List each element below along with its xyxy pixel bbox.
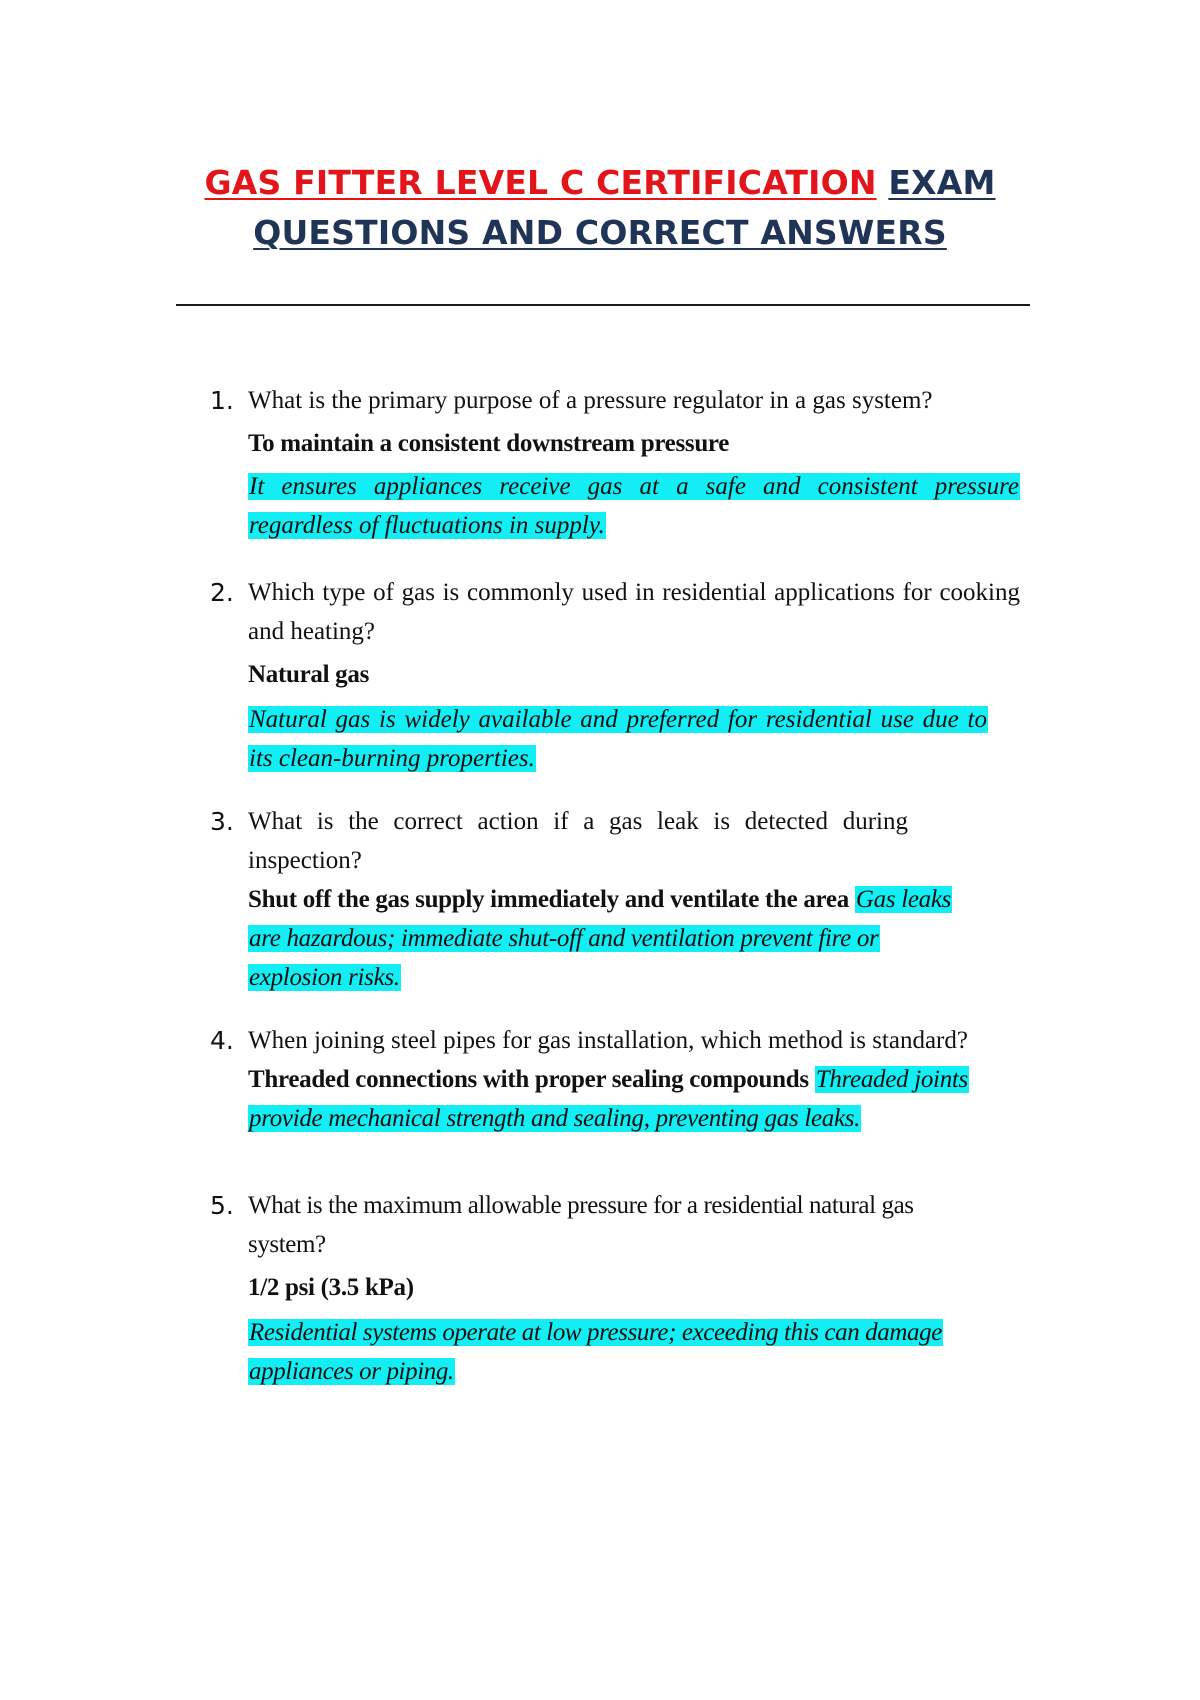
question-text: When joining steel pipes for gas installation, which method is standard? (248, 1027, 968, 1054)
answer-with-explanation (248, 1060, 968, 1138)
question-item-4 (210, 1021, 1020, 1138)
explanation-highlight: Threaded joints provide mechanical strength and sealing, preventing gas leaks. (249, 1066, 968, 1132)
title-line-2 (150, 208, 1050, 258)
answer-text: Natural gas (248, 661, 370, 688)
explanation-wrapper (248, 700, 988, 778)
question-text: What is the correct action if a gas leak is detected during inspection? (248, 808, 908, 874)
question-text: Which type of gas is commonly used in residential applications for cooking and heating? (248, 579, 1020, 645)
question-text: What is the maximum allowable pressure for a residential natural gas system? (248, 1192, 914, 1258)
question-item-5 (210, 1186, 1020, 1391)
question-number: 3. (210, 807, 234, 836)
question-item-1 (210, 381, 1020, 545)
question-number: 4. (210, 1026, 234, 1055)
explanation-highlight: Residential systems operate at low pressure; exceeding this can damage appliances or piping. (249, 1319, 942, 1385)
explanation-wrapper (248, 467, 1020, 545)
horizontal-divider (176, 304, 1030, 306)
document-title (150, 158, 1050, 258)
title-red-part: GAS FITTER LEVEL C CERTIFICATION (204, 163, 877, 202)
answer-text: 1/2 psi (3.5 kPa) (248, 1274, 414, 1301)
explanation-highlight: Natural gas is widely available and preferred for residential use due to its clean-burning properties. (249, 706, 987, 772)
question-list (210, 381, 1020, 1391)
title-navy-part-1: EXAM (888, 163, 996, 202)
question-item-3 (210, 802, 1020, 997)
explanation-highlight: Gas leaks are hazardous; immediate shut-off and ventilation prevent fire or explosion risks. (249, 886, 952, 991)
question-number: 2. (210, 578, 234, 607)
explanation-highlight: It ensures appliances receive gas at a safe and consistent pressure regardless of fluctuations in supply. (249, 473, 1019, 539)
answer-text: Threaded connections with proper sealing compounds (248, 1066, 809, 1093)
title-line-1 (150, 158, 1050, 208)
question-number: 1. (210, 386, 234, 415)
answer-with-explanation (248, 880, 958, 997)
question-item-2 (210, 573, 1020, 778)
question-text: What is the primary purpose of a pressure regulator in a gas system? (248, 387, 933, 414)
answer-text: Shut off the gas supply immediately and ventilate the area (248, 886, 849, 913)
title-navy-part-2: QUESTIONS AND CORRECT ANSWERS (253, 213, 947, 252)
question-number: 5. (210, 1191, 234, 1220)
answer-text: To maintain a consistent downstream pressure (248, 430, 730, 457)
explanation-wrapper (248, 1313, 1020, 1391)
